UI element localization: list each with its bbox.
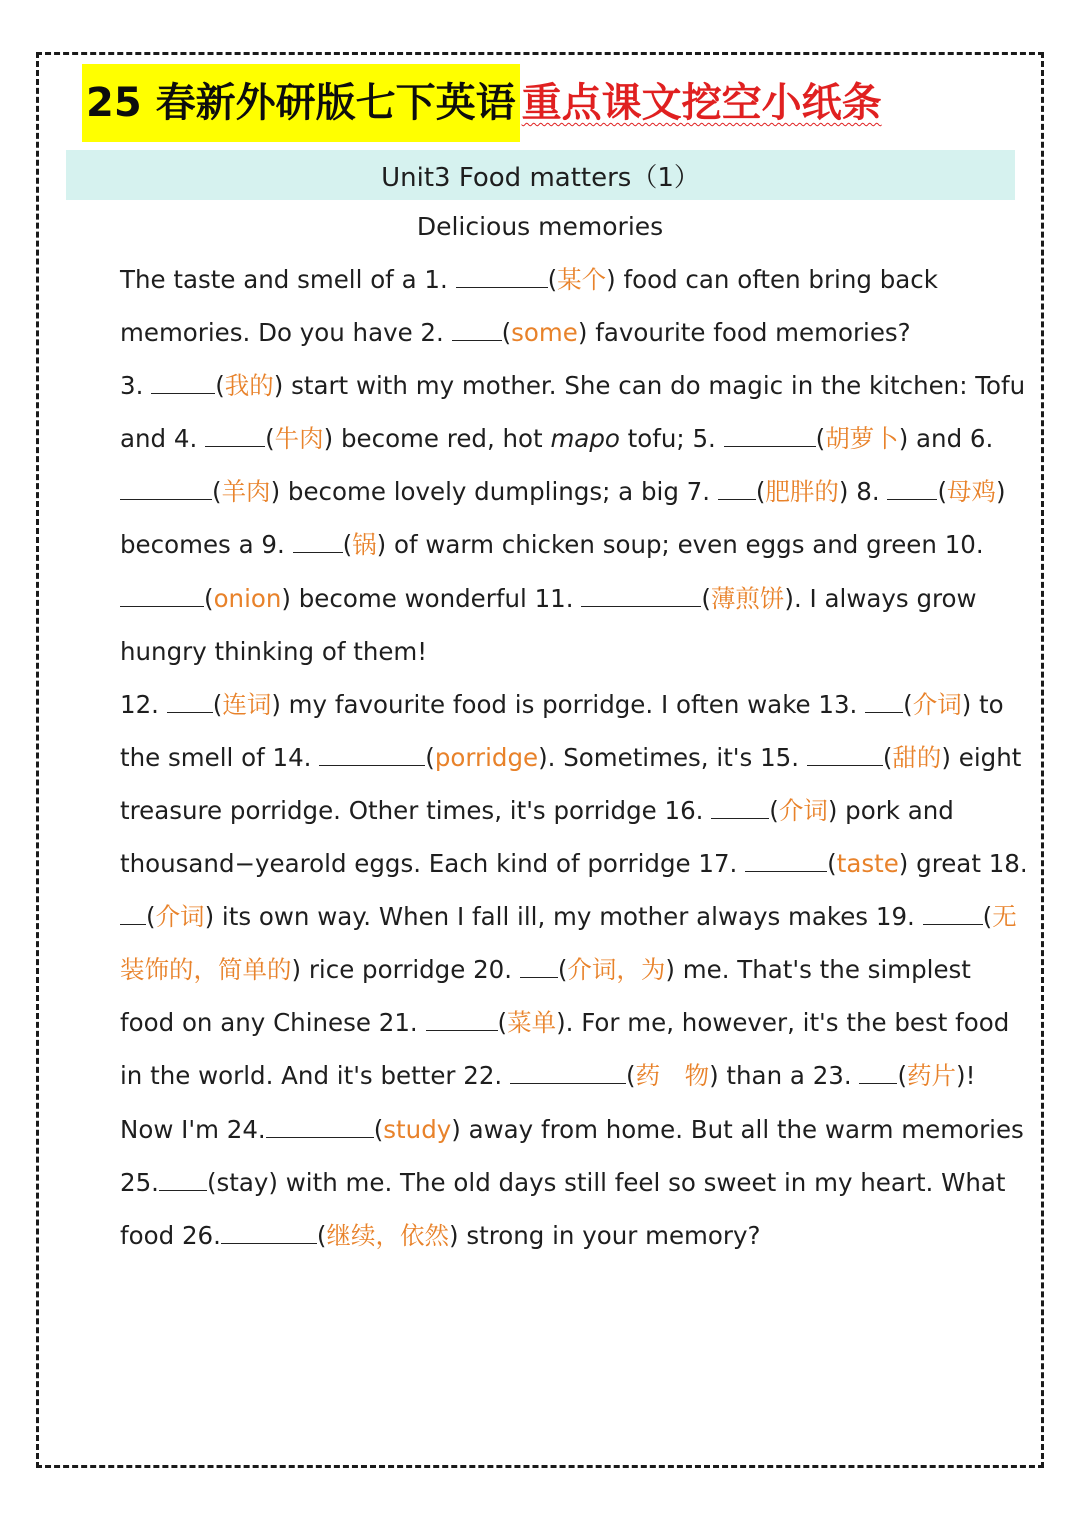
passage-text: ) 8. <box>838 477 880 507</box>
hint-16: 介词 <box>778 795 828 825</box>
passage-text: ) food can often bring back memories. Do you have 2. <box>120 265 938 348</box>
hint-14: porridge <box>434 742 539 772</box>
blank-19[interactable] <box>923 902 983 925</box>
hint-18: 介词 <box>155 902 205 932</box>
hint-24: study <box>383 1114 452 1144</box>
passage-text: ) pork and thousand−yearold eggs. Each kind of porridge 17. <box>120 795 954 879</box>
hint-3: 我的 <box>224 371 274 401</box>
blank-20[interactable] <box>520 955 558 978</box>
blank-10[interactable] <box>120 584 204 607</box>
paragraph-3: 12. (连词) my favourite food is porridge. I often wake 13. (介词) to the smell of 14. (porridge). Sometimes, it's 15. (甜的) eight treasure porridge. Other times, it's porridge 16. (介词) pork and thousand−yearold eggs. Each kind of porridge 17. (taste) great 18. (介词) its own way. When I fall ill, my mother always makes 19. (无装饰的，简单的) rice porridge 20. (介词，为) me. That's the simplest food on any Chinese 21. (菜单). For me, however, it's the best food in the world. And it's better 22. (药 物) than a 23. (药片)! <box>120 689 1028 1091</box>
blank-13[interactable] <box>865 690 903 713</box>
blank-5[interactable] <box>724 424 816 447</box>
blank-4[interactable] <box>205 424 265 447</box>
passage-text: (stay) with me. The old days still feel so sweet in my heart. What food 26. <box>120 1167 1006 1250</box>
hint-7: 肥胖的 <box>765 477 839 507</box>
passage-text: ) to the smell of 14. <box>120 689 1004 772</box>
passage-text: ) eight treasure porridge. Other times, it's porridge 16. <box>120 742 1022 825</box>
hint-2: some <box>511 318 578 348</box>
title-highlight: 25 春新外研版七下英语 <box>82 64 520 142</box>
blank-9[interactable] <box>293 530 343 553</box>
passage-text: ) become wonderful 11. <box>281 583 574 613</box>
passage-text: ) become red, hot <box>323 424 551 454</box>
blank-6[interactable] <box>120 477 212 500</box>
hint-1: 某个 <box>557 265 607 294</box>
page-title <box>82 62 882 144</box>
blank-14[interactable] <box>319 743 425 766</box>
blank-25[interactable] <box>159 1168 207 1191</box>
passage-body <box>66 253 1028 1262</box>
hint-5: 胡萝卜 <box>825 424 899 454</box>
passage-text: ) becomes a 9. <box>120 477 1006 560</box>
blank-15[interactable] <box>807 743 883 766</box>
blank-12[interactable] <box>167 690 213 713</box>
blank-22[interactable] <box>510 1061 626 1084</box>
hint-19: 无装饰的，简单的 <box>120 902 1017 985</box>
hint-9: 锅 <box>352 530 377 560</box>
blank-11[interactable] <box>581 584 701 607</box>
blank-16[interactable] <box>711 796 769 819</box>
hint-17: taste <box>836 849 899 879</box>
hint-20: 介词，为 <box>567 955 666 985</box>
blank-17[interactable] <box>745 849 827 872</box>
passage-text: ) of warm chicken soup; even eggs and green 10. <box>376 530 984 560</box>
mapo-italic: mapo <box>550 424 620 454</box>
hint-11: 薄煎饼 <box>710 583 785 613</box>
blank-23[interactable] <box>859 1061 897 1084</box>
hint-4: 牛肉 <box>274 424 324 454</box>
hint-15: 甜的 <box>892 742 942 772</box>
passage-text: tofu; 5. <box>619 424 716 454</box>
passage-text: ) great 18. <box>898 849 1028 879</box>
passage-text: ) its own way. When I fall ill, my mother always makes 19. <box>204 902 915 932</box>
blank-21[interactable] <box>426 1008 498 1031</box>
hint-6: 羊肉 <box>221 477 271 507</box>
blank-2[interactable] <box>452 318 502 341</box>
passage-text: 12. <box>120 689 159 719</box>
passage-title: Delicious memories <box>416 212 664 241</box>
hint-12: 连词 <box>222 689 272 719</box>
hint-8: 母鸡 <box>947 477 997 507</box>
passage-text: 25. <box>120 1167 159 1197</box>
passage-text: ) me. That's the simplest food on any Chinese 21. <box>120 955 971 1038</box>
passage-text: ) become lovely dumplings; a big 7. <box>270 477 711 507</box>
passage-text: ). Sometimes, it's 15. <box>538 742 800 772</box>
passage-text: ). I always grow hungry thinking of them! <box>120 583 977 666</box>
passage-text: )! <box>956 1061 976 1091</box>
passage-text: Now I'm 24. <box>120 1114 266 1144</box>
hint-13: 介词 <box>912 689 962 719</box>
passage-text: ). For me, however, it's the best food in the world. And it's better 22. <box>120 1008 1010 1091</box>
paragraph-2: 3. (我的) start with my mother. She can do magic in the kitchen: Tofu and 4. (牛肉) become red, hot mapo tofu; 5. (胡萝卜) and 6. (羊肉) become lovely dumplings; a big 7. (肥胖的) 8. (母鸡) becomes a 9. (锅) of warm chicken soup; even eggs and green 10. (onion) become wonderful 11. (薄煎饼). I always grow hungry thinking of them! <box>120 371 1026 666</box>
hint-10: onion <box>213 583 282 613</box>
hint-23: 药片 <box>907 1061 957 1091</box>
passage-text: ) favourite food memories? <box>577 318 911 348</box>
blank-26[interactable] <box>221 1221 317 1244</box>
paragraph-5: 25. (stay) with me. The old days still feel so sweet in my heart. What food 26. (继续，依然) strong in your memory? <box>120 1167 1006 1250</box>
passage-text: The taste and smell of a 1. <box>120 265 448 294</box>
unit-title: Unit3 Food matters（1） <box>66 150 1015 200</box>
blank-3[interactable] <box>151 371 215 394</box>
blank-18[interactable] <box>120 902 146 925</box>
paragraph-1: The taste and smell of a 1. (某个) food can often bring back memories. Do you have 2. (some) favourite food memories? <box>120 265 938 348</box>
passage-text: ) and 6. <box>898 424 994 454</box>
blank-24[interactable] <box>266 1115 374 1138</box>
hint-26: 继续，依然 <box>326 1220 449 1250</box>
passage-text: ) than a 23. <box>709 1061 852 1091</box>
hint-22: 药 物 <box>635 1061 710 1091</box>
title-red: 重点课文挖空小纸条 <box>521 80 882 126</box>
passage-text: ) start with my mother. She can do magic in the kitchen: Tofu and 4. <box>120 371 1026 454</box>
passage-text: ) my favourite food is porridge. I often wake 13. <box>271 689 858 719</box>
hint-21: 菜单 <box>507 1008 557 1038</box>
passage-text: ) away from home. But all the warm memories <box>451 1114 1024 1144</box>
passage-text: ) strong in your memory? <box>448 1220 761 1250</box>
blank-8[interactable] <box>887 477 937 500</box>
paragraph-4: Now I'm 24. (study) away from home. But all the warm memories <box>120 1114 1024 1144</box>
passage-text: 3. <box>120 371 144 401</box>
blank-1[interactable] <box>456 265 548 288</box>
blank-7[interactable] <box>718 477 756 500</box>
passage-text: ) rice porridge 20. <box>291 955 513 985</box>
